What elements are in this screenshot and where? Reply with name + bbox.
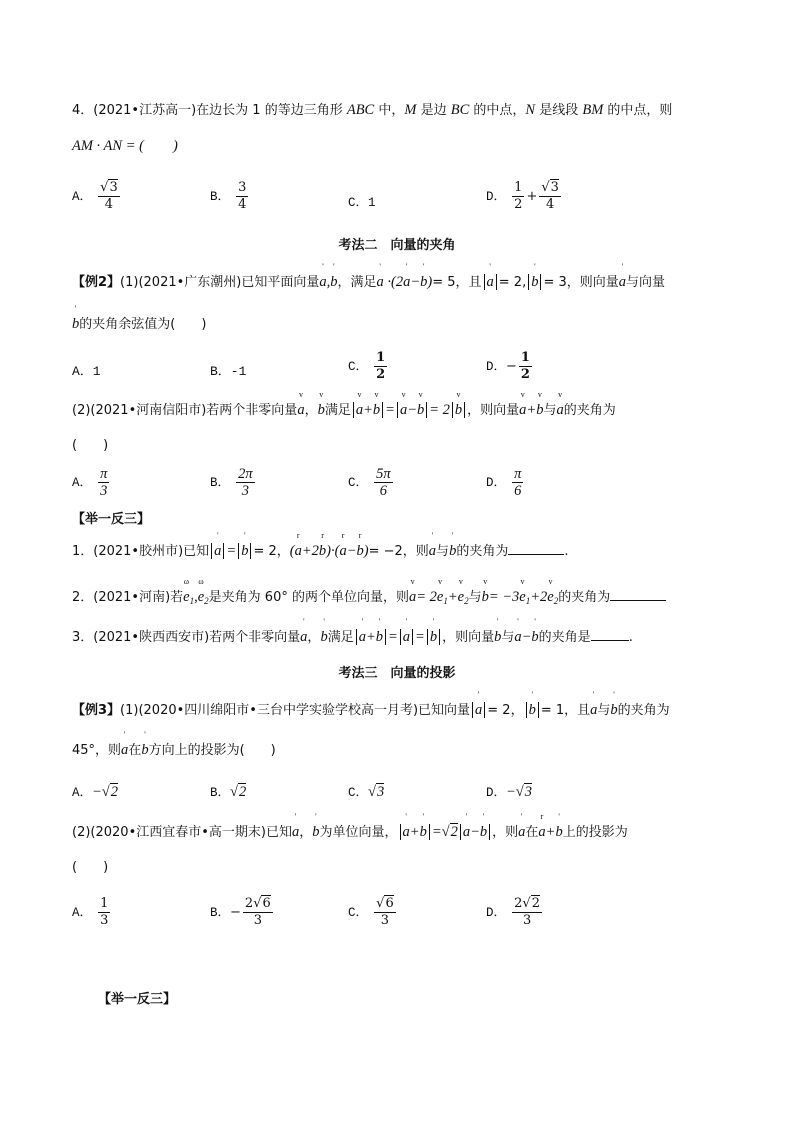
question-text: 2．(2021•河南)若 (72, 590, 184, 605)
example-3-part2-line1: (2)(2020•江西宜春市•高一期末)已知a ' ，b ' 为单位向量， a ' +b ' =√2 a ' −b ' ，则a ' 在a r +b ' 上的投影为 (72, 812, 628, 840)
question-text: 是夹角为 60° 的两个单位向量，则 (208, 590, 409, 605)
option-label: D． (486, 476, 507, 490)
example-text: ，满足 (337, 275, 377, 290)
question-text: 与 (501, 630, 515, 645)
option-label: C． (348, 476, 369, 490)
side-bc: BC (450, 102, 470, 118)
example-text: 45°，则 (72, 743, 122, 758)
option-label: A． (72, 786, 93, 800)
question-4-line1 (72, 100, 722, 121)
option-label: C． (348, 786, 369, 800)
fraction-2sqrt2-over-3: $\frac{2√2}{3}$ (514, 896, 540, 928)
example-2-part1-option-d: D．− $\frac{1}{2}$ (486, 350, 530, 382)
fraction-sqrt6-over-3: $\frac{√6}{3}$ (376, 896, 394, 928)
example-3-part1-option-a: A．−√2 (72, 784, 119, 800)
example-3-part2-option-c (348, 896, 398, 929)
question-text: ， (307, 630, 321, 645)
practice-1-question-1: 1．(2021•胶州市)已知 a ' = b ' = 2，(a r +2b r )·(a r −b r )= −2，则a ' 与b ' 的夹角为 . (72, 531, 569, 559)
example-text: ，则 (492, 825, 519, 840)
option-value: 1 (368, 196, 376, 210)
practice-1-question-3: 3．(2021•陕西西安市)若两个非零向量a ' ，b ' 满足 a ' +b ' = a ' = b ' ，则向量b ' 与a ' −b ' 的夹角是 . (72, 617, 633, 645)
question-4-option-c (348, 192, 376, 210)
question-4-option-b (210, 180, 250, 213)
question-text: 1．(2021•胶州市)已知 (72, 544, 210, 559)
practice-1-question-2: 2．(2021•河南)若e ω $_1$,e ω $_2$是夹角为 60° 的两个单位向量，则a v = 2e v $_1$+e v $_2$与b v = −3e v $_1$+2e v $_2$的夹角为 (72, 586, 722, 611)
fraction-sqrt3-over-4: $\frac{√3}{4}$ (100, 180, 118, 212)
question-4-text: 是边 (416, 103, 451, 118)
question-4-option-a (72, 180, 122, 213)
example-text: = 2， (487, 703, 524, 718)
example-text: 与 (597, 703, 611, 718)
option-label: D． (486, 190, 507, 204)
option-label: C． (348, 196, 369, 210)
fraction-1-over-2: $\frac{1}{2}$ (514, 180, 523, 212)
example-3-part2-option-d (486, 896, 544, 929)
option-label: B． (210, 476, 231, 490)
example-text: = 1，且 (540, 703, 591, 718)
option-label: B． (210, 906, 231, 920)
example-3-part2-option-b: B．− $\frac{2√6}{3}$ (210, 896, 271, 928)
practice-title-2: 【举一反三】 (98, 992, 177, 1007)
practice-title-1: 【举一反三】 (72, 512, 151, 527)
example-text: (2)(2021•河南信阳市)若两个非零向量 (72, 403, 298, 418)
question-4-text: 是线段 (535, 103, 583, 118)
example-3-part2-option-a (72, 896, 112, 929)
example-2-part2-option-a (72, 466, 111, 499)
example-2-part2-option-d (486, 466, 525, 499)
option-label: D． (486, 906, 507, 920)
fraction-pi-over-3: $\frac{\pi}{3}$ (100, 466, 108, 499)
question-text: 与 (436, 544, 450, 559)
example-text: ， (299, 825, 313, 840)
question-4-text: 的中点， (469, 103, 526, 118)
fraction-1-over-2: $\frac{1}{2}$ (376, 350, 386, 382)
example-text: ，则向量 (467, 403, 520, 418)
example-2-part2-line1: (2)(2021•河南信阳市)若两个非零向量a v ，b v 满足 a v +b v = a v −b v = 2 b v ，则向量a v +b v 与a v 的夹角为 (72, 390, 616, 418)
answer-blank (610, 586, 666, 601)
example-2-part2-line2: ( ) (72, 438, 109, 453)
section-3-title: 考法三 向量的投影 (338, 666, 456, 681)
option-label: B． (210, 190, 231, 204)
option-label: D． (486, 786, 507, 800)
example-text: 方向上的投影为( ) (148, 743, 276, 758)
option-label: A． (72, 906, 93, 920)
example-text: = 3，则向量 (543, 275, 619, 290)
example-text: (2)(2020•江西宜春市•高一期末)已知 (72, 825, 292, 840)
example-3-part1-line2: 45°，则a ' 在b ' 方向上的投影为( ) (72, 730, 276, 758)
question-4-text: 中， (374, 103, 405, 118)
example-text: 的夹角余弦值为( ) (79, 317, 207, 332)
option-label: B． (210, 786, 231, 800)
example-2-part1-line1: 【例2】(1)(2021•广东潮州)已知平面向量a ' ,b ' ，满足a ' ·(2a ' −b ' )= 5，且 a ' = 2, b ' = 3，则向量a ' 与向量 (72, 262, 666, 290)
option-label: D． (486, 360, 507, 374)
fraction-2pi-over-3: $\frac{2\pi}{3}$ (238, 466, 253, 499)
example-text: = 2, (498, 275, 527, 290)
question-text: = 2， (253, 544, 290, 559)
question-4-text: 4．(2021•江苏高一)在边长为 1 的等边三角形 (72, 103, 347, 118)
question-text: = −2，则 (368, 544, 429, 559)
option-label: A． (72, 476, 93, 490)
segment-bm: BM (582, 102, 604, 118)
fraction-1-over-2: $\frac{1}{2}$ (520, 350, 530, 382)
question-text: 的夹角是 (538, 630, 591, 645)
example-2-part2-option-c (348, 466, 395, 499)
example-3-part1-option-b: B．√2 (210, 784, 247, 800)
point-m: M (404, 102, 417, 118)
answer-blank (591, 626, 629, 641)
example-text: 与 (543, 403, 557, 418)
example-text: 与向量 (626, 275, 666, 290)
example-2-label: 【例2】 (72, 275, 121, 290)
example-text: 的夹角为 (563, 403, 616, 418)
example-2-part1-option-b: B．-1 (210, 364, 247, 379)
section-2-title: 考法二 向量的夹角 (338, 238, 456, 253)
example-text: 在 (128, 743, 142, 758)
fraction-pi-over-6: $\frac{\pi}{6}$ (514, 466, 522, 499)
example-3-label: 【例3】 (72, 703, 121, 718)
example-text: 满足 (324, 403, 351, 418)
question-text: 与 (468, 590, 482, 605)
example-text: ， (304, 403, 318, 418)
example-3-part1-option-d: D．−√3 (486, 784, 533, 800)
example-text: (1)(2021•广东潮州)已知平面向量 (120, 275, 320, 290)
answer-blank (508, 540, 564, 555)
option-label: A． (72, 190, 93, 204)
triangle-name: ABC (346, 102, 375, 118)
question-4-expression: AM · AN = ( ) (72, 138, 178, 154)
option-label: C． (348, 360, 369, 374)
example-2-part1-option-a: A．1 (72, 364, 101, 379)
question-4-text: 的中点，则 (603, 103, 673, 118)
fraction-sqrt3-over-4: $\frac{√3}{4}$ (541, 180, 559, 212)
example-text: 在 (525, 825, 539, 840)
example-2-part1-option-c (348, 350, 389, 383)
fraction-5pi-over-6: $\frac{5\pi}{6}$ (376, 466, 391, 499)
fraction-1-over-3: $\frac{1}{3}$ (100, 896, 109, 928)
example-text: = 5，且 (432, 275, 482, 290)
question-4-option-d: D． $\frac{1}{2}$ + $\frac{√3}{4}$ (486, 180, 559, 212)
question-text: ，则向量 (442, 630, 495, 645)
example-3-part2-line2: ( ) (72, 860, 109, 875)
fraction-3-over-4: $\frac{3}{4}$ (238, 180, 247, 212)
question-text: 满足 (327, 630, 354, 645)
example-2-part1-line2: b ' 的夹角余弦值为( ) (72, 304, 207, 332)
fraction-2sqrt6-over-3: $\frac{2√6}{3}$ (244, 896, 271, 928)
point-n: N (525, 102, 536, 118)
example-text: (1)(2020•四川绵阳市•三台中学实验学校高一月考)已知向量 (120, 703, 471, 718)
example-text: 的夹角为 (617, 703, 670, 718)
option-label: C． (348, 906, 369, 920)
question-text: 3．(2021•陕西西安市)若两个非零向量 (72, 630, 301, 645)
example-2-part2-option-b (210, 466, 257, 499)
example-text: 上的投影为 (562, 825, 628, 840)
question-text: 的夹角为 (456, 544, 509, 559)
question-text: 的夹角为 (558, 590, 611, 605)
example-text: 为单位向量， (319, 825, 398, 840)
example-3-part1-option-c: C．√3 (348, 784, 385, 800)
example-3-part1-line1: 【例3】(1)(2020•四川绵阳市•三台中学实验学校高一月考)已知向量 a ' = 2， b ' = 1，且a ' 与b ' 的夹角为 (72, 690, 670, 718)
